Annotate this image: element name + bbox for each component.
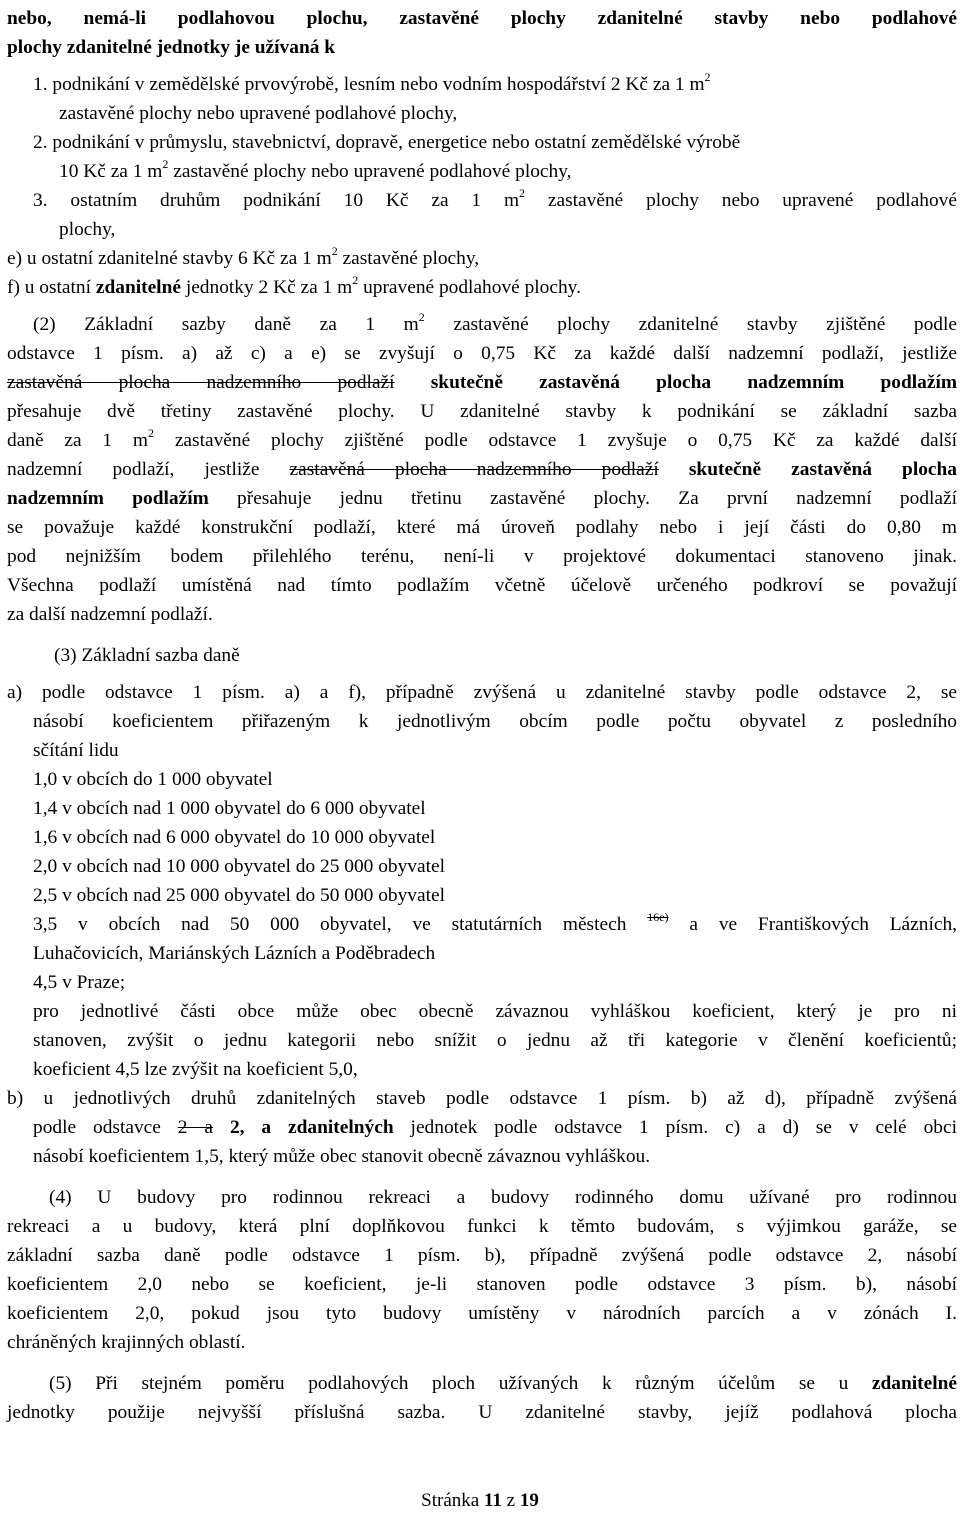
intro-line-2: plochy zdanitelné jednotky je užívaná k <box>7 37 336 58</box>
list-item <box>7 128 957 186</box>
page-total: 19 <box>519 1490 539 1511</box>
paragraph-5: (5) Při stejném poměru podlahových ploch užívaných k různým účelům se u zdanitelné jednotky použije nejvyšší příslušná sazba. U zdanitelné stavby, jejíž podlahová plocha <box>7 1373 957 1423</box>
list-item: 1,4 v obcích nad 1 000 obyvatel do 6 000 obyvatel <box>33 798 426 819</box>
item-2-line-2: 10 Kč za 1 $m^2$ zastavěné plochy nebo upravené podlahové plochy, <box>59 156 572 182</box>
intro-line-1: nebo, nemá-li podlahovou plochu, zastavěné plochy zdanitelné stavby nebo podlahové <box>7 8 957 29</box>
item-3-line-2: plochy, <box>59 219 116 240</box>
item-1-line-1: 1. podnikání v zemědělské prvovýrobě, lesním nebo vodním hospodářství 2 Kč za 1 $m^2$ <box>33 69 711 95</box>
page-label: Stránka <box>421 1490 480 1511</box>
paragraph-4: (4) U budovy pro rodinnou rekreaci a budovy rodinného domu užívané pro rodinnou rekreaci a u budovy, která plní doplňkovou funkci k těmto budovám, s výjimkou garáže, se základní sazba daně podle odstavce 1 písm. b), případně zvýšená podle odstavce 2, násobí koeficientem 2,0 nebo se koeficient, je-li stanoven podle odstavce 3 písm. b), násobí koeficientem 2,0, pokud jsou tyto budovy umístěny v národních parcích a v zónách I. chráněných krajinných oblastí. <box>7 1187 957 1353</box>
page-footer <box>0 1490 960 1512</box>
list-item: 3,5 v obcích nad 50 000 obyvatel, ve statutárních městech $^{16e)}$ a ve Františkových Lázních, <box>33 909 957 935</box>
item-e: e) u ostatní zdanitelné stavby 6 Kč za 1 $m^2$ zastavěné plochy, <box>7 243 480 269</box>
list-item <box>7 70 957 128</box>
item-3-line-1: 3. ostatním druhům podnikání 10 Kč za 1 $m^2$ zastavěné plochy nebo upravené podlahové <box>33 185 957 211</box>
page-sep: z <box>506 1490 516 1511</box>
paragraph-2: (2) Základní sazby daně za 1 $m^2$ zastavěné plochy zdanitelné stavby zjištěné podle odstavce 1 písm. a) až c) a e) se zvyšují o 0,75 Kč za každé další nadzemní podlaží, jestliže zastavěná plocha nadzemního podlaží skutečně zastavěná plocha nadzemním podlažím přesahuje dvě třetiny zastavěné plochy. U zdanitelné stavby k podnikání se základní sazba daně za 1 $m^2$ zastavěné plochy zjištěné podle odstavce 1 zvyšuje o 0,75 Kč za každé další nadzemní podlaží, jestliže zastavěná plocha nadzemního podlaží skutečně zastavěná plocha nadzemním podlažím přesahuje jednu třetinu zastavěné plochy. Za první nadzemní podlaží se považuje každé konstrukční podlaží, které má úroveň podlahy nebo i její části do 0,80 m pod nejnižším bodem přilehlého terénu, není-li v projektové dokumentaci stanoveno jinak. Všechna podlaží umístěná nad tímto podlažím včetně účelově určeného podkroví se považují za další nadzemní podlaží. <box>7 309 957 625</box>
list-item <box>7 186 957 244</box>
paragraph-3: (3) Základní sazba daně a) podle odstavce 1 písm. a) a f), případně zvýšená u zdanitelné stavby podle odstavce 2, se násobí koeficientem přiřazeným k jednotlivým obcím podle počtu obyvatel z posledního sčítání lidu 1,0 v obcích do 1 000 obyvatel 1,4 v obcích nad 1 000 obyvatel do 6 000 obyvatel 1,6 v obcích nad 6 000 obyvatel do 10 000 obyvatel 2,0 v obcích nad 10 000 obyvatel do 25 000 obyvatel 2,5 v obcích nad 25 000 obyvatel do 50 000 obyvatel 3,5 v obcích nad 50 000 obyvatel, ve statutárních městech $^{16e)}$ a ve Františkových Lázních, Luhačovicích, Mariánských Lázních a Poděbradech 4,5 v Praze; pro jednotlivé části obce může obec obecně závaznou vyhláškou koeficient, který je pro ni stanoven, zvýšit o jednu kategorii nebo snížit o jednu až tři kategorie v členění koeficientů; koeficient 4,5 lze zvýšit na koeficient 5,0, b) u jednotlivých druhů zdanitelných staveb podle odstavce 1 písm. b) až d), případně zvýšená podle odstavce 2 a 2, a zdanitelných jednotek podle odstavce 1 písm. c) a d) se v celé obci násobí koeficientem 1,5, který může obec stanovit obecně závaznou vyhláškou. <box>7 641 957 1171</box>
list-item: 2,0 v obcích nad 10 000 obyvatel do 25 000 obyvatel <box>33 856 445 877</box>
list-item: 1,0 v obcích do 1 000 obyvatel <box>33 769 273 790</box>
list-item: 1,6 v obcích nad 6 000 obyvatel do 10 000 obyvatel <box>33 827 436 848</box>
item-1-line-2: zastavěné plochy nebo upravené podlahové plochy, <box>59 103 458 124</box>
item-f: f) u ostatní zdanitelné jednotky 2 Kč za 1 $m^2$ upravené podlahové plochy. <box>7 272 581 298</box>
section-heading: (3) Základní sazba daně <box>54 645 240 666</box>
page-number: 11 <box>483 1490 502 1511</box>
list-item: 2,5 v obcích nad 25 000 obyvatel do 50 000 obyvatel <box>33 885 445 906</box>
item-2-line-1: 2. podnikání v průmyslu, stavebnictví, dopravě, energetice nebo ostatní zemědělské výrobě <box>33 132 741 153</box>
document-page <box>7 4 957 1427</box>
list-item: 4,5 v Praze; <box>33 972 126 993</box>
